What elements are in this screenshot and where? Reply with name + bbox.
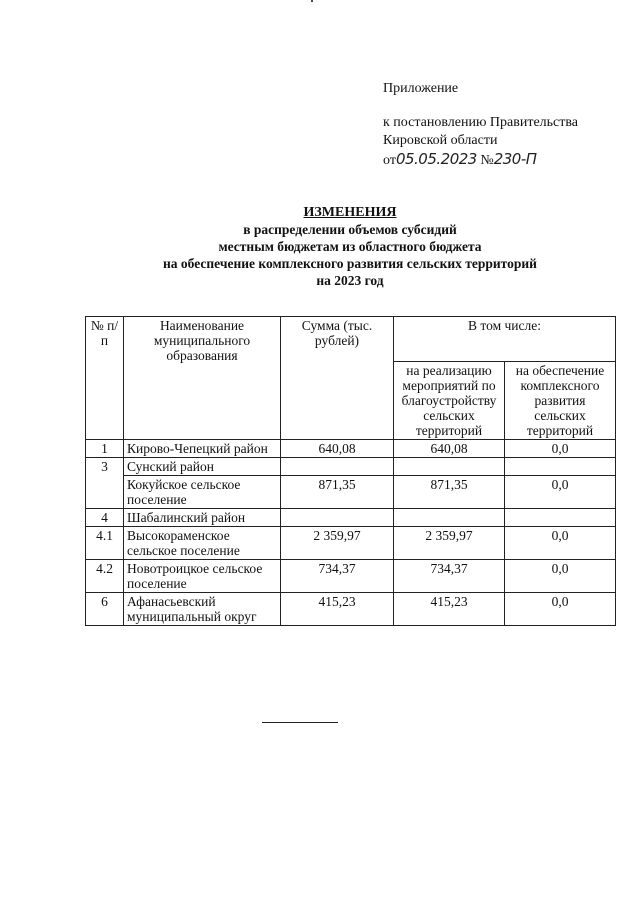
row-b: 0,0 xyxy=(505,440,616,458)
row-b: 0,0 xyxy=(505,593,616,626)
subsidy-table xyxy=(85,316,616,626)
row-name: Афанасьевский муниципальный округ xyxy=(124,593,281,626)
handwritten-number: 230-П xyxy=(493,150,537,168)
row-b xyxy=(505,509,616,527)
row-name: Шабалинский район xyxy=(124,509,281,527)
row-a: 640,08 xyxy=(394,440,505,458)
row-a xyxy=(394,458,505,476)
row-a xyxy=(394,509,505,527)
appendix-label: Приложение xyxy=(383,81,459,96)
header-including: В том числе: xyxy=(394,317,616,362)
appendix-line2: Кировской области xyxy=(383,133,498,148)
document-title xyxy=(0,204,640,289)
table-row xyxy=(86,476,616,509)
table-row xyxy=(86,560,616,593)
header-num: № п/п xyxy=(86,317,124,440)
row-num: 4.1 xyxy=(86,527,124,560)
title-line4: на 2023 год xyxy=(316,273,384,288)
appendix-date-line xyxy=(383,150,578,170)
date-prefix: от xyxy=(383,153,396,168)
appendix-line1: к постановлению Правительства xyxy=(383,115,579,130)
row-b: 0,0 xyxy=(505,560,616,593)
header-sum: Сумма (тыс. рублей) xyxy=(281,317,394,440)
closing-line xyxy=(262,722,338,723)
header-name: Наименование муниципального образования xyxy=(124,317,281,440)
row-num: 4.2 xyxy=(86,560,124,593)
row-b xyxy=(505,458,616,476)
row-a: 415,23 xyxy=(394,593,505,626)
title-main: ИЗМЕНЕНИЯ xyxy=(303,205,397,220)
handwritten-date: 05.05.2023 xyxy=(395,150,477,168)
title-line3: на обеспечение комплексного развития сельских территорий xyxy=(163,256,537,271)
table-row xyxy=(86,527,616,560)
number-prefix: № xyxy=(480,153,494,168)
row-a: 2 359,97 xyxy=(394,527,505,560)
title-line1: в распределении объемов субсидий xyxy=(243,222,457,237)
row-b: 0,0 xyxy=(505,476,616,509)
header-sub2: на обеспечение комплексного развития сельских территорий xyxy=(505,362,616,440)
row-name: Новотроицкое сельское поселение xyxy=(124,560,281,593)
row-name: Кирово-Чепецкий район xyxy=(124,440,281,458)
row-num: 1 xyxy=(86,440,124,458)
row-name: Кокуйское сельское поселение xyxy=(124,476,281,509)
header-row-1 xyxy=(86,317,616,362)
table-row xyxy=(86,509,616,527)
row-a: 734,37 xyxy=(394,560,505,593)
title-line2: местным бюджетам из областного бюджета xyxy=(218,239,482,254)
row-sum xyxy=(281,509,394,527)
row-sum: 415,23 xyxy=(281,593,394,626)
row-sum xyxy=(281,458,394,476)
row-sum: 640,08 xyxy=(281,440,394,458)
row-sum: 871,35 xyxy=(281,476,394,509)
table-row xyxy=(86,458,616,476)
appendix-block xyxy=(383,80,578,170)
row-b: 0,0 xyxy=(505,527,616,560)
row-num: 3 xyxy=(86,458,124,509)
table-row xyxy=(86,593,616,626)
scan-mark xyxy=(311,0,313,2)
row-sum: 734,37 xyxy=(281,560,394,593)
table-row xyxy=(86,440,616,458)
row-sum: 2 359,97 xyxy=(281,527,394,560)
row-num: 6 xyxy=(86,593,124,626)
row-name: Сунский район xyxy=(124,458,281,476)
row-name: Высокораменское сельское поселение xyxy=(124,527,281,560)
row-num: 4 xyxy=(86,509,124,527)
header-sub1: на реализацию мероприятий по благоустройству сельских территорий xyxy=(394,362,505,440)
row-a: 871,35 xyxy=(394,476,505,509)
